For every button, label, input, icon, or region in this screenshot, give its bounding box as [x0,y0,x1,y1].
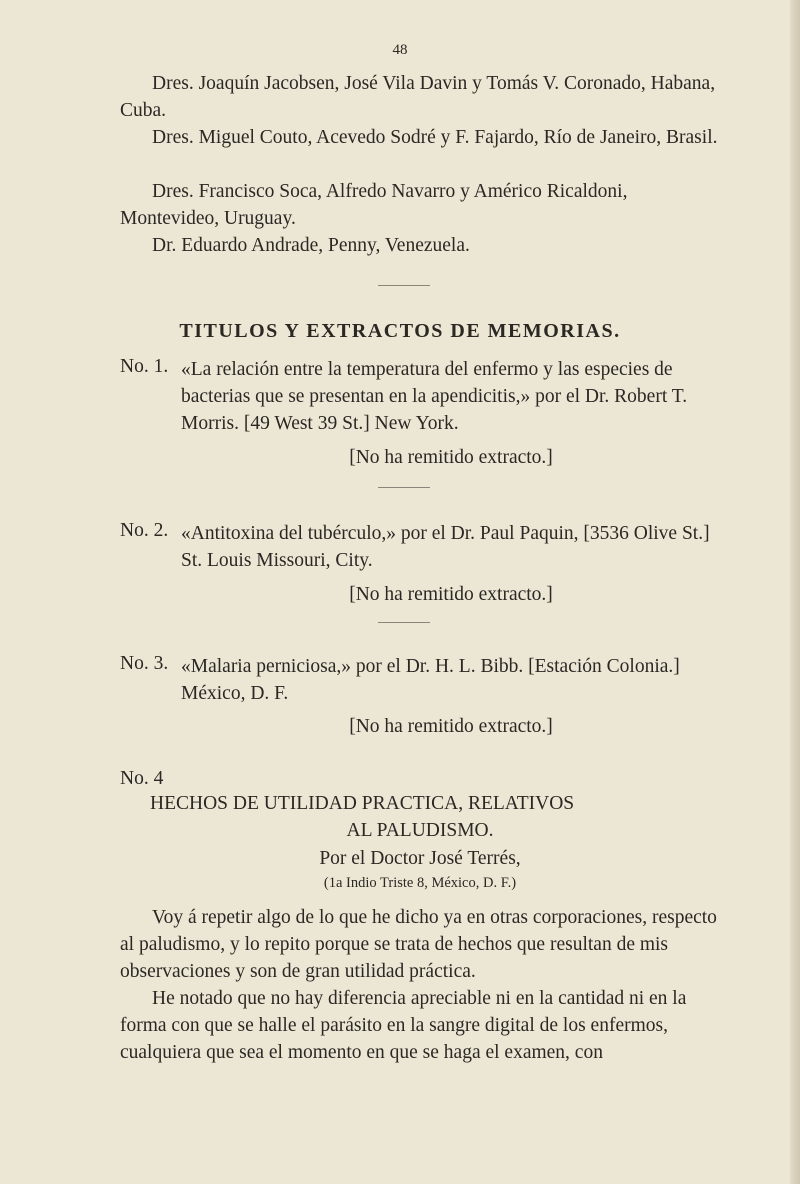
memoria-note: [No ha remitido extracto.] [349,584,553,605]
delegate-paragraph: Dres. Miguel Couto, Acevedo Sodré y F. Fajardo, Río de Janeiro, Brasil. [152,127,718,148]
delegate-paragraph: Dr. Eduardo Andrade, Penny, Venezuela. [152,235,470,256]
memoria-text: «Malaria perniciosa,» por el Dr. H. L. Bibb. [Estación Colonia.] México, D. F. [181,656,680,704]
memoria-note: [No ha remitido extracto.] [349,447,553,468]
item4-author: Por el Doctor José Terrés, [319,848,521,869]
memoria-number: No. 3. [120,653,169,674]
memoria-number: No. 1. [120,356,169,377]
item4-address: (1a Indio Triste 8, México, D. F.) [323,875,517,891]
memoria-text: «La relación entre la temperatura del enfermo y las especies de bacterias que se presentan en la apendicitis,» por el Dr. Robert T. Morris. [49 West 39 St.] New York. [181,359,688,434]
body-paragraph: Voy á repetir algo de lo que he dicho ya en otras corporaciones, respecto al paludismo, y lo repito porque se trata de hechos que resultan de mis observaciones y son de gran utilidad práctica. [120,907,717,982]
separator-rule [378,622,430,623]
memoria-text: «Antitoxina del tubérculo,» por el Dr. Paul Paquin, [3536 Olive St.] St. Louis Missouri, City. [181,523,710,571]
page-edge [790,0,800,1184]
item4-heading-line1: HECHOS DE UTILIDAD PRACTICA, RELATIVOS [150,793,575,814]
separator-rule [378,285,430,286]
section-title: TITULOS Y EXTRACTOS DE MEMORIAS. [179,320,621,342]
page-number: 48 [392,42,408,58]
separator-rule [378,487,430,488]
item4-heading-line2: AL PALUDISMO. [346,820,494,841]
body-paragraph: He notado que no hay diferencia apreciable ni en la cantidad ni en la forma con que se halle el parásito en la sangre digital de los enfermos, cualquiera que sea el momento en que se haga el examen, con [120,988,687,1063]
delegate-paragraph: Dres. Joaquín Jacobsen, José Vila Davin y Tomás V. Coronado, Habana, Cuba. [120,73,716,121]
item4-number: No. 4 [120,768,164,789]
delegate-paragraph: Dres. Francisco Soca, Alfredo Navarro y Américo Ricaldoni, Montevideo, Uruguay. [120,181,628,229]
memoria-note: [No ha remitido extracto.] [349,716,553,737]
memoria-number: No. 2. [120,520,169,541]
